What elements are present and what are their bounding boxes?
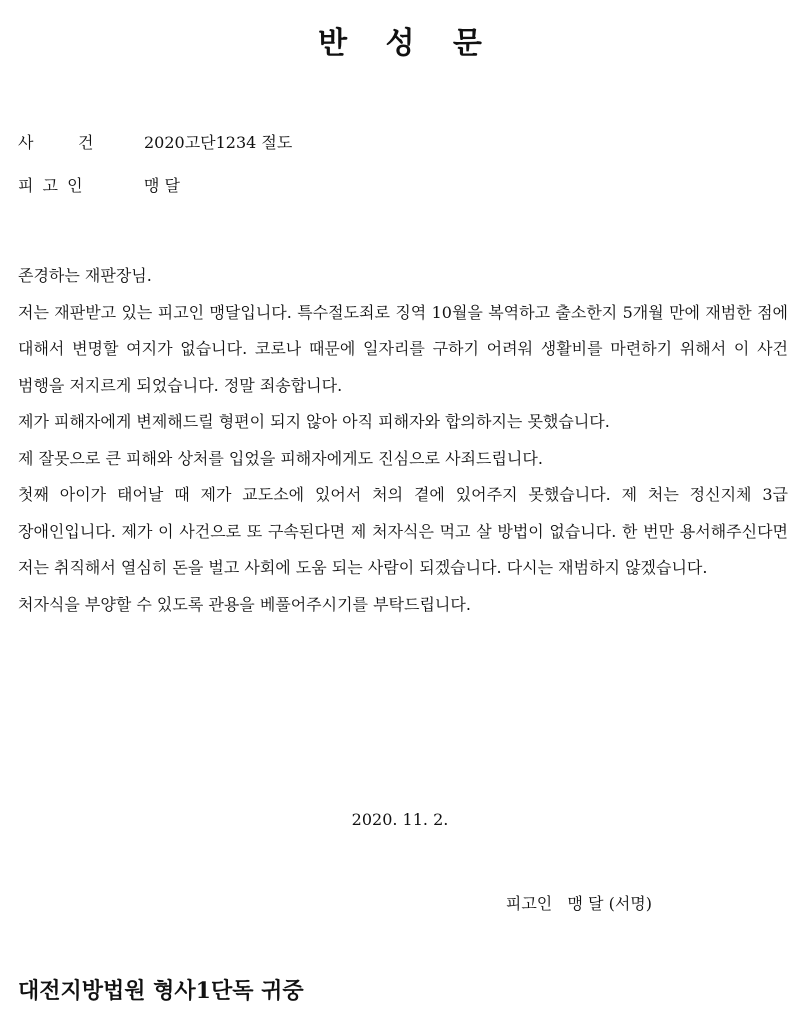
paragraph: 제 잘못으로 큰 피해와 상처를 입었을 피해자에게도 진심으로 사죄드립니다. — [18, 448, 543, 468]
case-row — [18, 131, 292, 155]
defendant-value: 맹 달 — [144, 176, 180, 195]
case-value: 2020고단1234 절도 — [144, 133, 293, 152]
paragraph-greeting: 존경하는 재판장님. — [18, 266, 152, 285]
paragraph: 처자식을 부양할 수 있도록 관용을 베풀어주시기를 부탁드립니다. — [18, 594, 471, 614]
defendant-label: 피 고 인 — [18, 176, 85, 195]
signature-line: 피고인 맹 달 (서명) — [505, 894, 652, 913]
paragraph: 저는 재판받고 있는 피고인 맹달입니다. 특수절도죄로 징역 10월을 복역하고 출소한지 5개월 만에 재범한 점에 대해서 변명할 여지가 없습니다. 코로나 때문에 일자리를 구하기 어려워 생활비를 마련하기 위해서 이 사건 범행을 저지르게 되었습니다. 정말 죄송합니다. — [18, 302, 788, 395]
paragraph: 제가 피해자에게 변제해드릴 형편이 되지 않아 아직 피해자와 합의하지는 못했습니다. — [18, 412, 610, 431]
document-date: 2020. 11. 2. — [351, 810, 449, 829]
document-title: 반 성 문 — [318, 26, 496, 61]
letter-body — [18, 258, 788, 623]
defendant-row — [18, 174, 180, 198]
case-label: 사 건 — [18, 133, 96, 152]
paragraph: 첫째 아이가 태어날 때 제가 교도소에 있어서 처의 곁에 있어주지 못했습니다. 제 처는 정신지체 3급 장애인입니다. 제가 이 사건으로 또 구속된다면 제 처자식은 먹고 살 방법이 없습니다. 한 번만 용서해주신다면 저는 취직해서 열심히 돈을 벌고 사회에 도움 되는 사람이 되겠습니다. 다시는 재범하지 않겠습니다. — [18, 485, 788, 577]
addressee: 대전지방법원 형사1단독 귀중 — [18, 978, 304, 1004]
